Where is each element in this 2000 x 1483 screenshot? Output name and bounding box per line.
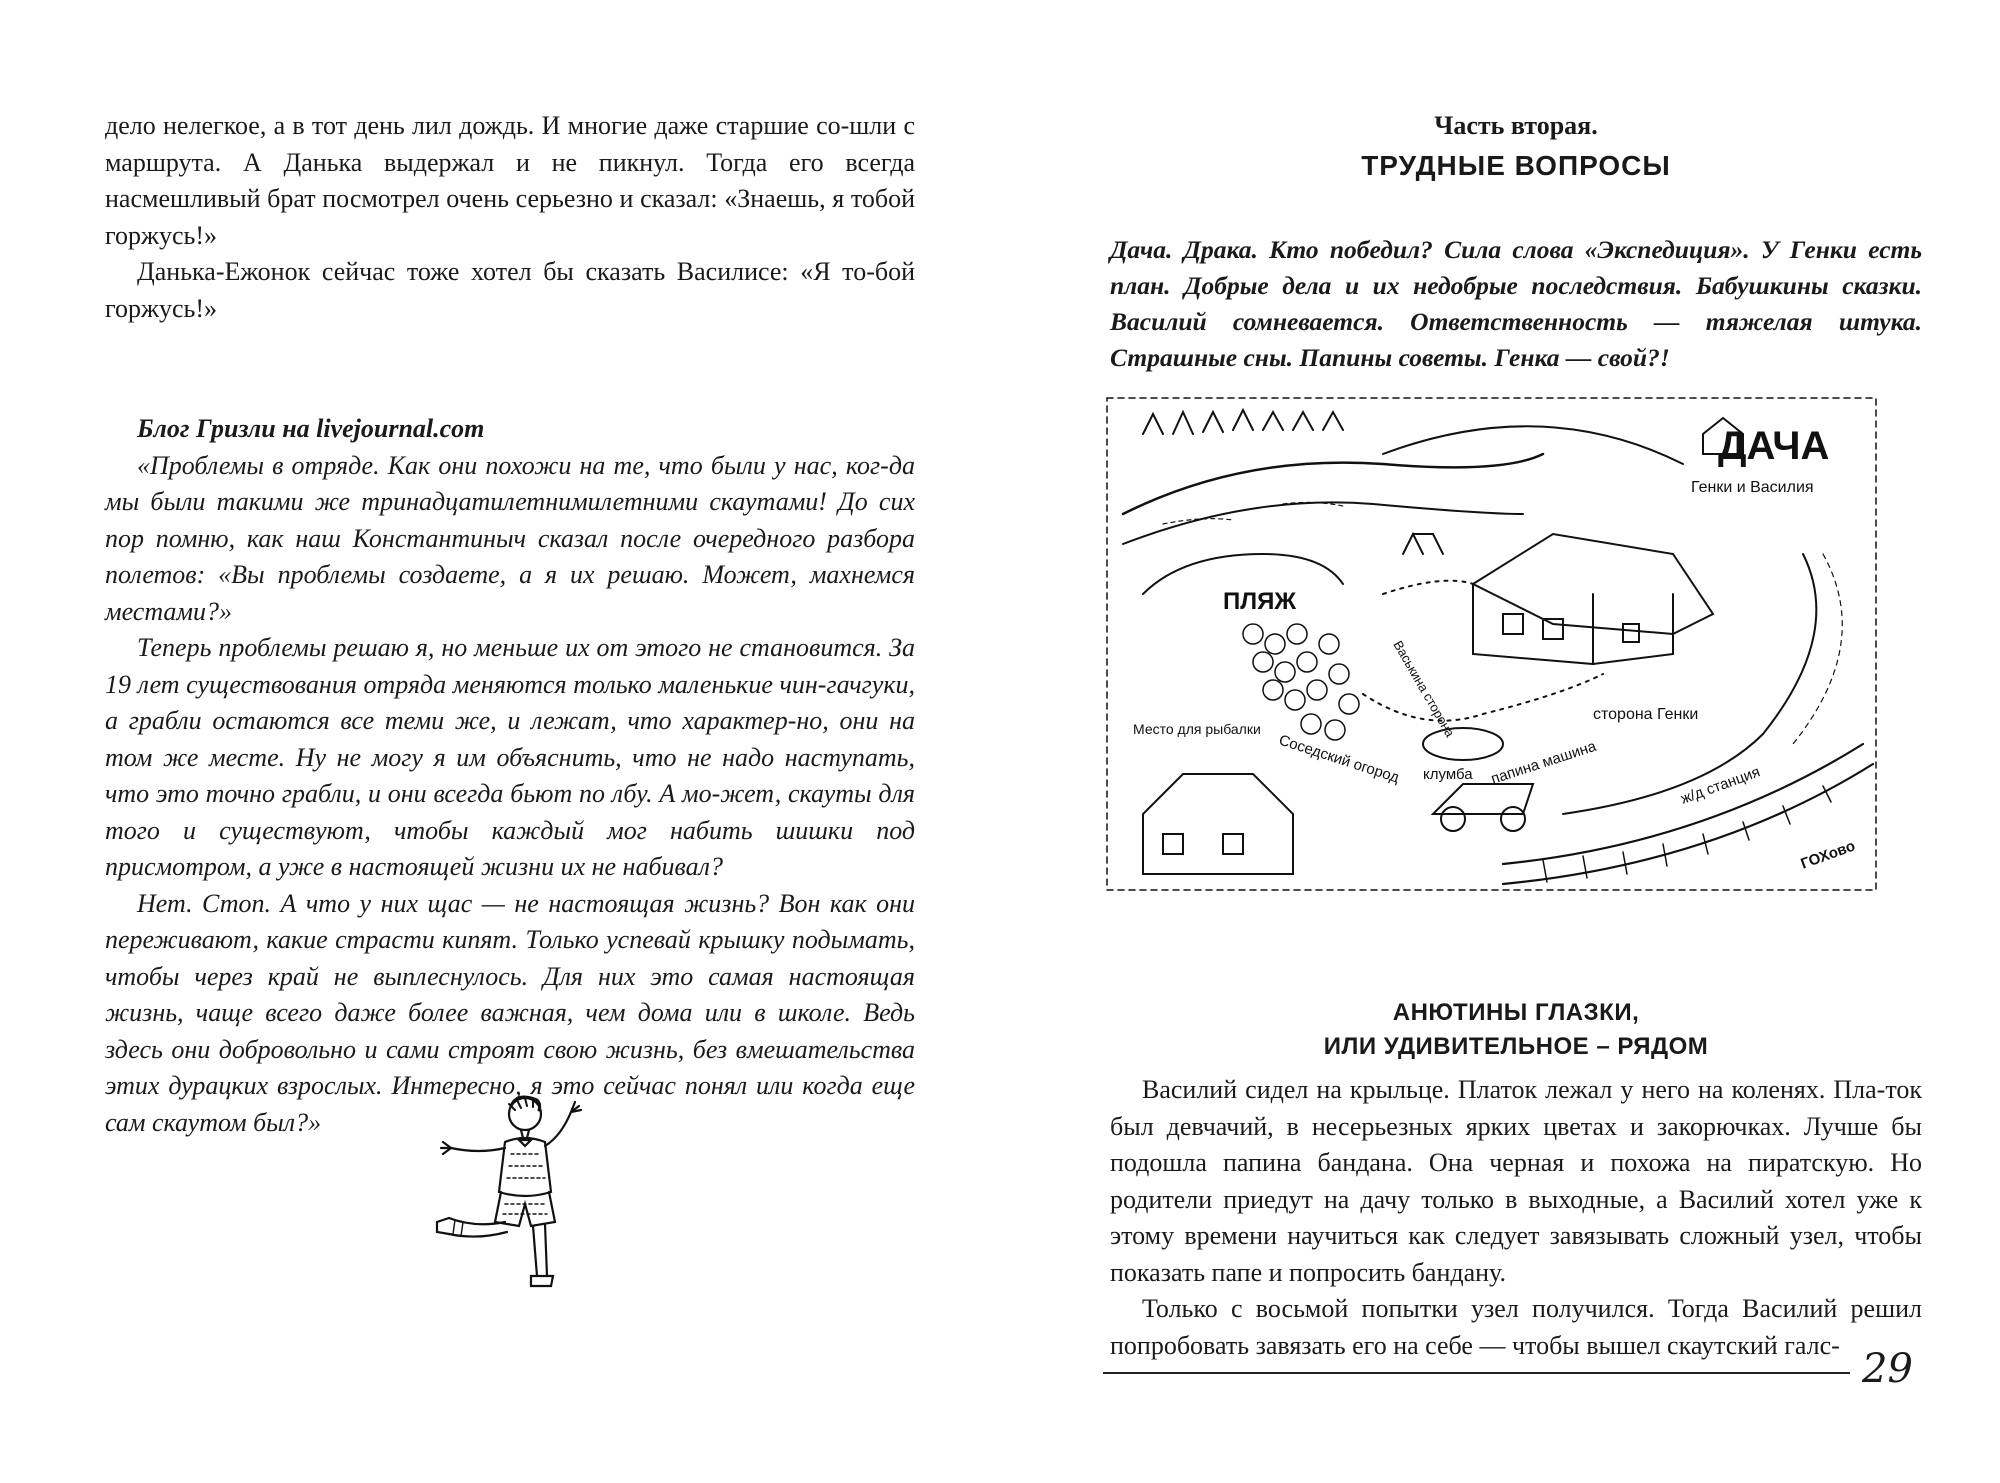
- dancing-boy-illustration: [425, 1092, 605, 1302]
- map-label: ПЛЯЖ: [1223, 588, 1297, 615]
- blog-paragraph: Теперь проблемы решаю я, но меньше их от этого не становится. За 19 лет существования отряда меняются только маленькие чин-гачгуки, а грабли остаются все теми же, и лежат, что характер-но, они на том же месте. Ну не могу я им объяснить, что не надо наступать, что это точно грабли, и они всегда бьют по лбу. А мо-жет, скауты для того и существуют, чтобы каждый мог набить шишки под присмотром, а уже в настоящей жизни их не набивал?: [105, 633, 915, 881]
- chapter-title: [1110, 996, 1922, 1064]
- blog-paragraph: «Проблемы в отряде. Как они похожи на те, что были у нас, ког-да мы были такими же тринадцатилетнимилетними скаутами! До сих пор помню, как наш Константиныч сказал после очередного разбора полетов: «Вы проблемы создаете, а я их решаю. Может, махнемся местами?»: [105, 450, 915, 626]
- blog-title: Блог Гризли на livejournal.com: [137, 414, 485, 443]
- chapter-title-line-2: ИЛИ УДИВИТЕЛЬНОЕ – РЯДОМ: [1323, 1033, 1709, 1060]
- map-label: ГОХово: [1798, 837, 1858, 873]
- part-label: Часть вторая.: [1434, 111, 1598, 140]
- map-label: ДАЧА: [1718, 424, 1830, 468]
- page-number: 29: [1862, 1346, 1913, 1392]
- left-text-column: [105, 108, 915, 1141]
- map-label: ж/д станция: [1678, 763, 1763, 808]
- chapter-paragraph: Василий сидел на крыльце. Платок лежал у него на коленях. Пла-ток был девчачий, в несерьезных ярких цветах и закорючках. Лучше бы подошла папина бандана. Она черная и похожа на пиратскую. Но родители приедут на дачу только в выходные, а Василий хотел уже к этому времени научиться как следует завязывать сложный узел, чтобы показать папе и попросить бандану.: [1110, 1075, 1922, 1287]
- chapter-paragraph: Только с восьмой попытки узел получился. Тогда Василий решил попробовать завязать его на себе — чтобы вышел скаутский галс-: [1110, 1294, 1922, 1360]
- chapter-title-line-1: АНЮТИНЫ ГЛАЗКИ,: [1392, 999, 1640, 1026]
- part-title: ТРУДНЫЕ ВОПРОСЫ: [1361, 150, 1671, 181]
- part-summary: Дача. Драка. Кто победил? Сила слова «Экспедиция». У Генки есть план. Добрые дела и их недобрые последствия. Бабушкины сказки. Василий сомневается. Ответственность — тяжелая штука. Страшные сны. Папины советы. Генка — свой?!: [1110, 235, 1922, 372]
- map-label: папина машина: [1488, 737, 1599, 788]
- footer-rule: [1103, 1372, 1850, 1374]
- map-label: Генки и Василия: [1691, 479, 1814, 496]
- map-label: Васькина сторона: [1390, 638, 1458, 740]
- blog-paragraph: Нет. Стоп. А что у них щас — не настоящая жизнь? Вон как они переживают, какие страсти кипят. Только успевай крышку подымать, чтобы через край не выплеснулось. Для них это самая настоящая жизнь, чаще всего даже более важная, чем дома или в школе. Ведь здесь они добровольно и сами строят свою жизнь, без вмешательства этих дурацких взрослых. Интересно, я это сейчас понял или когда еще сам скаутом был?»: [105, 888, 915, 1137]
- chapter-text: [1110, 1072, 1922, 1364]
- map-label: Соседский огород: [1276, 731, 1402, 787]
- map-label: клумба: [1423, 766, 1473, 783]
- dacha-map-illustration: [1103, 394, 1880, 894]
- right-header-column: [1110, 108, 1922, 376]
- paragraph: Данька-Ежонок сейчас тоже хотел бы сказать Василисе: «Я то-бой горжусь!»: [105, 257, 915, 323]
- paragraph: дело нелегкое, а в тот день лил дождь. И многие даже старшие со-шли с маршрута. А Данька выдержал и не пикнул. Тогда его всегда насмешливый брат посмотрел очень серьезно и сказал: «Знаешь, я тобой горжусь!»: [105, 111, 915, 250]
- map-label: сторона Генки: [1593, 706, 1699, 723]
- map-label: Место для рыбалки: [1133, 721, 1261, 737]
